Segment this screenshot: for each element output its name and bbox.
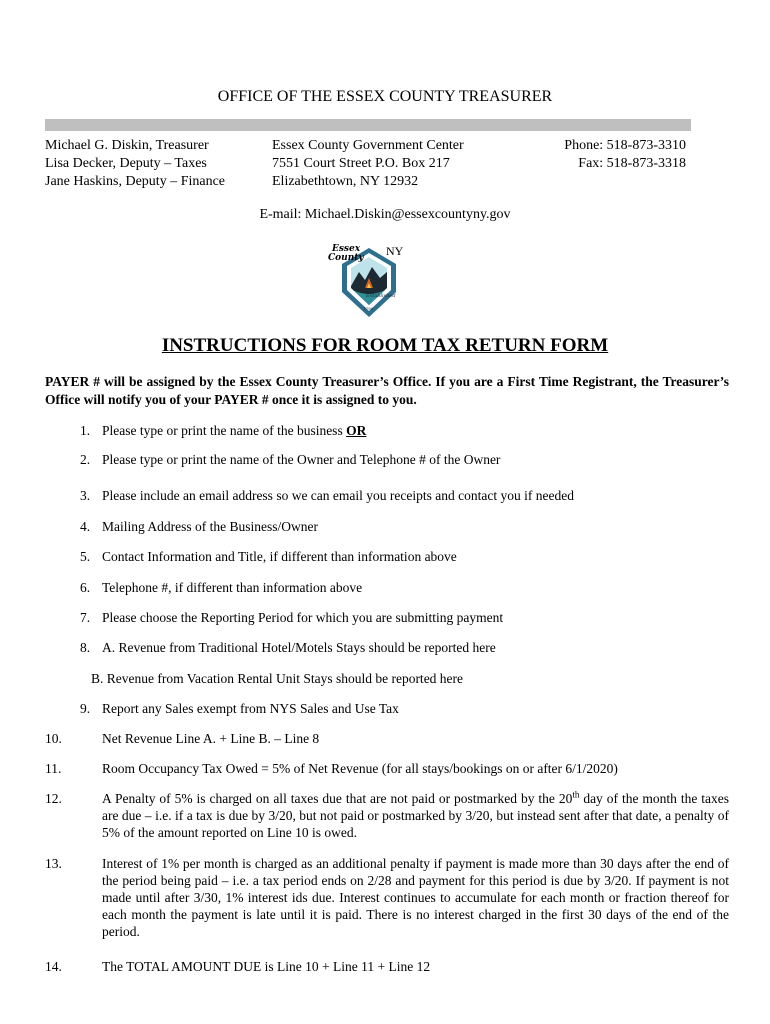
item-number: 14. — [45, 959, 62, 974]
payer-intro-paragraph: PAYER # will be assigned by the Essex County Treasurer’s Office. If you are a First Time Registrant, the Treasurer’s Office will notify you of your PAYER # once it is assigned to you. — [45, 374, 729, 407]
fax-number: Fax: 518-873-3318 — [578, 156, 686, 171]
item-number: 4. — [80, 519, 91, 534]
item-text: The TOTAL AMOUNT DUE is Line 10 + Line 11 + Line 12 — [102, 959, 431, 974]
item-text: Please type or print the name of the Owner and Telephone # of the Owner — [102, 452, 501, 467]
item-text: Report any Sales exempt from NYS Sales and Use Tax — [102, 701, 399, 716]
office-address — [272, 137, 464, 191]
email-address: E-mail: Michael.Diskin@essexcountyny.gov — [259, 207, 511, 222]
item-number: 5. — [80, 549, 91, 564]
item-number: 8. — [80, 640, 91, 655]
item-text: Room Occupancy Tax Owed = 5% of Net Revenue (for all stays/bookings on or after 6/1/2020) — [102, 761, 618, 776]
item-number: 7. — [80, 610, 91, 625]
logo-state-text: NY — [386, 244, 404, 258]
seal-year: 1799 — [363, 306, 374, 311]
phone-number: Phone: 518-873-3310 — [564, 138, 686, 153]
treasurer-name: Michael G. Diskin, Treasurer — [45, 138, 209, 153]
item-number: 13. — [45, 856, 62, 871]
item-number: 2. — [80, 452, 91, 467]
item-text-body: Please type or print the name of the business — [102, 423, 343, 438]
penalty-text-before: A Penalty of 5% is charged on all taxes due that are not paid or postmarked by the 20 — [102, 791, 573, 806]
item-number: 11. — [45, 761, 62, 776]
item-number: 12. — [45, 791, 62, 806]
item-text: A. Revenue from Traditional Hotel/Motels Stays should be reported here — [102, 640, 496, 655]
item-text — [102, 790, 729, 841]
item-text: Net Revenue Line A. + Line B. – Line 8 — [102, 731, 320, 746]
item-number: 1. — [80, 423, 91, 438]
item-text: Please include an email address so we can email you receipts and contact you if needed — [102, 488, 574, 503]
item-text: Mailing Address of the Business/Owner — [102, 519, 318, 534]
or-emphasis: OR — [346, 423, 367, 438]
deputy-taxes-name: Lisa Decker, Deputy – Taxes — [45, 156, 207, 171]
item-number: 10. — [45, 731, 62, 746]
contact-numbers — [564, 137, 686, 173]
item-text: Please choose the Reporting Period for which you are submitting payment — [102, 610, 504, 625]
document-title: INSTRUCTIONS FOR ROOM TAX RETURN FORM — [161, 335, 609, 356]
seal-motto: Established — [366, 293, 396, 299]
item-text: Interest of 1% per month is charged as an additional penalty if payment is made more than 30 days after the end of the period being paid – i.e. a tax period ends on 2/28 and payment for this period is due by 3/20. If payment is not made until after 3/30, 1% interest ids due. Interest continues to accumulate for each month or fraction thereof for each month the payment is late until it is paid. There is no interest charged in the first 30 days of the end of the period. — [102, 856, 729, 939]
item-number: 9. — [80, 701, 91, 716]
address-line-2: 7551 Court Street P.O. Box 217 — [272, 156, 450, 171]
item-number: 3. — [80, 488, 91, 503]
address-line-3: Elizabethtown, NY 12932 — [272, 174, 419, 189]
deputy-finance-name: Jane Haskins, Deputy – Finance — [45, 174, 226, 189]
item-text: B. Revenue from Vacation Rental Unit Stays should be reported here — [91, 671, 464, 686]
office-title: OFFICE OF THE ESSEX COUNTY TREASURER — [217, 88, 553, 105]
logo-county-text: County — [328, 253, 364, 263]
essex-county-seal-logo — [326, 238, 412, 320]
item-text: Contact Information and Title, if different than information above — [102, 549, 457, 564]
ordinal-suffix: th — [572, 789, 580, 800]
penalty-text-after: day of the month the taxes are due – i.e. if a tax is due by 3/20, but not paid or postmarked by 3/20, but instead sent after that date, a penalty of 5% of the amount reported on Line 10 is owed. — [102, 791, 729, 840]
header-divider — [45, 119, 691, 131]
item-number: 6. — [80, 580, 91, 595]
item-text — [102, 422, 729, 439]
logo-essex-text: Essex — [332, 244, 361, 254]
address-line-1: Essex County Government Center — [272, 138, 464, 153]
item-text: Telephone #, if different than information above — [102, 580, 363, 595]
staff-list — [45, 137, 225, 191]
